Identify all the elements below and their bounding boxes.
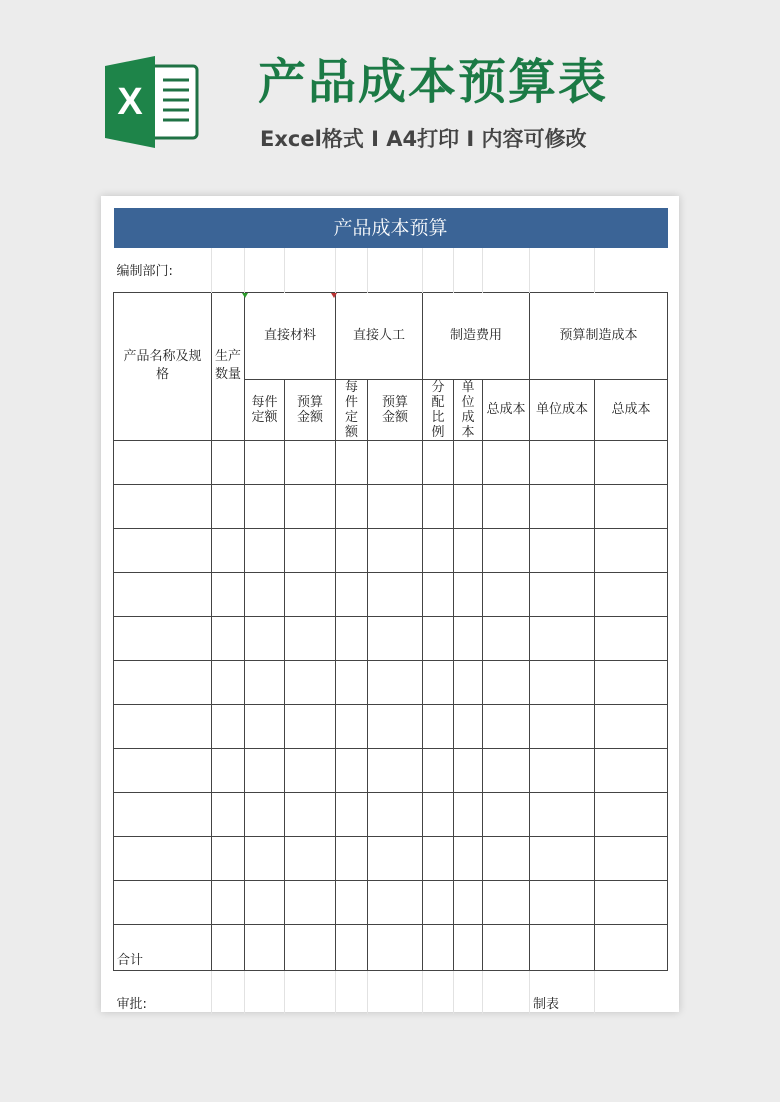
table-cell[interactable] (336, 572, 368, 616)
table-cell[interactable] (454, 660, 483, 704)
table-cell[interactable] (423, 616, 454, 660)
total-cell[interactable] (368, 924, 423, 970)
table-cell[interactable] (368, 572, 423, 616)
header-mat-amount: 预算金额 (285, 379, 336, 440)
table-cell[interactable] (336, 748, 368, 792)
table-row (114, 704, 668, 748)
total-cell[interactable] (483, 924, 530, 970)
table-cell[interactable] (530, 616, 595, 660)
table-cell[interactable] (423, 572, 454, 616)
table-cell[interactable] (368, 616, 423, 660)
table-cell[interactable] (212, 748, 245, 792)
table-row (114, 616, 668, 660)
table-cell[interactable] (423, 748, 454, 792)
table-cell[interactable] (212, 572, 245, 616)
table-cell[interactable] (245, 748, 285, 792)
table-cell[interactable] (114, 880, 212, 924)
header-lab-quota: 每件定额 (336, 379, 368, 440)
empty-cell[interactable] (285, 248, 336, 292)
table-cell[interactable] (245, 660, 285, 704)
total-row (114, 924, 668, 970)
table-cell[interactable] (530, 660, 595, 704)
excel-logo-icon (103, 56, 199, 148)
table-cell[interactable] (245, 572, 285, 616)
total-cell[interactable] (595, 924, 668, 970)
preparer-label: 制表 (530, 970, 595, 1014)
table-cell[interactable] (483, 792, 530, 836)
table-cell[interactable] (368, 792, 423, 836)
table-cell[interactable] (336, 836, 368, 880)
table-cell[interactable] (368, 704, 423, 748)
table-cell[interactable] (483, 528, 530, 572)
table-cell[interactable] (285, 836, 336, 880)
table-cell[interactable] (595, 836, 668, 880)
table-row (114, 660, 668, 704)
table-cell[interactable] (530, 484, 595, 528)
empty-cell[interactable] (245, 248, 285, 292)
table-cell[interactable] (336, 704, 368, 748)
table-cell[interactable] (368, 660, 423, 704)
empty-cell[interactable] (530, 248, 595, 292)
empty-cell[interactable] (212, 248, 245, 292)
table-cell[interactable] (595, 484, 668, 528)
table-cell[interactable] (368, 484, 423, 528)
table-cell[interactable] (454, 880, 483, 924)
table-cell[interactable] (454, 484, 483, 528)
table-cell[interactable] (285, 704, 336, 748)
table-row (114, 484, 668, 528)
table-cell[interactable] (336, 484, 368, 528)
table-cell[interactable] (530, 748, 595, 792)
table-cell[interactable] (483, 572, 530, 616)
empty-cell[interactable] (423, 248, 454, 292)
empty-cell[interactable] (368, 248, 423, 292)
table-cell[interactable] (595, 528, 668, 572)
header-lab-amount: 预算金额 (368, 379, 423, 440)
empty-cell[interactable] (595, 248, 668, 292)
table-cell[interactable] (595, 880, 668, 924)
empty-cell[interactable] (212, 970, 245, 1014)
table-cell[interactable] (368, 836, 423, 880)
total-cell[interactable] (212, 924, 245, 970)
table-cell[interactable] (114, 660, 212, 704)
table-cell[interactable] (530, 440, 595, 484)
header-direct-material: 直接材料 (245, 292, 336, 379)
comment-marker-icon (331, 293, 337, 298)
empty-cell[interactable] (454, 970, 483, 1014)
comment-marker-icon (242, 293, 248, 298)
table-cell[interactable] (114, 836, 212, 880)
table-cell[interactable] (336, 440, 368, 484)
table-cell[interactable] (212, 484, 245, 528)
page-subtitle: Excel格式 I A4打印 I 内容可修改 (260, 127, 587, 151)
table-cell[interactable] (245, 616, 285, 660)
table-cell[interactable] (245, 880, 285, 924)
header-budget-mfg-cost: 预算制造成本 (530, 292, 668, 379)
table-cell[interactable] (212, 528, 245, 572)
table-cell[interactable] (245, 704, 285, 748)
table-cell[interactable] (114, 616, 212, 660)
table-cell[interactable] (483, 836, 530, 880)
excel-logo-letter: X (117, 81, 143, 123)
table-cell[interactable] (368, 528, 423, 572)
empty-cell[interactable] (368, 970, 423, 1014)
sheet-banner: 产品成本预算 (114, 208, 668, 248)
data-rows (114, 440, 668, 924)
page-title: 产品成本预算表 (258, 54, 609, 110)
table-cell[interactable] (212, 792, 245, 836)
table-cell[interactable] (285, 880, 336, 924)
header-quantity: 生产数量 (212, 292, 245, 440)
table-cell[interactable] (114, 484, 212, 528)
table-cell[interactable] (423, 836, 454, 880)
empty-cell[interactable] (483, 970, 530, 1014)
table-cell[interactable] (285, 572, 336, 616)
table-cell[interactable] (336, 880, 368, 924)
table-cell[interactable] (114, 572, 212, 616)
cost-budget-table (113, 208, 667, 1014)
empty-cell[interactable] (595, 970, 668, 1014)
header-manufacturing: 制造费用 (423, 292, 530, 379)
total-label: 合计 (114, 924, 212, 970)
dept-label: 编制部门: (116, 264, 173, 280)
total-cell[interactable] (530, 924, 595, 970)
table-cell[interactable] (212, 616, 245, 660)
empty-cell[interactable] (336, 248, 368, 292)
header-direct-labor: 直接人工 (336, 292, 423, 379)
table-cell[interactable] (114, 440, 212, 484)
table-cell[interactable] (454, 704, 483, 748)
empty-cell[interactable] (336, 970, 368, 1014)
table-cell[interactable] (245, 792, 285, 836)
table-cell[interactable] (423, 484, 454, 528)
table-cell[interactable] (114, 704, 212, 748)
table-cell[interactable] (530, 572, 595, 616)
total-cell[interactable] (454, 924, 483, 970)
table-cell[interactable] (285, 660, 336, 704)
table-cell[interactable] (454, 440, 483, 484)
header-total-cost-mfg: 总成本 (483, 379, 530, 440)
table-cell[interactable] (368, 440, 423, 484)
table-cell[interactable] (454, 836, 483, 880)
table-cell[interactable] (530, 792, 595, 836)
table-cell[interactable] (336, 792, 368, 836)
table-cell[interactable] (595, 748, 668, 792)
table-cell[interactable] (212, 836, 245, 880)
table-cell[interactable] (483, 748, 530, 792)
table-cell[interactable] (483, 484, 530, 528)
table-cell[interactable] (423, 792, 454, 836)
table-cell[interactable] (423, 440, 454, 484)
header-total-cost: 总成本 (595, 379, 668, 440)
table-cell[interactable] (595, 616, 668, 660)
table-cell[interactable] (483, 616, 530, 660)
empty-cell[interactable] (245, 970, 285, 1014)
table-row (114, 792, 668, 836)
empty-cell[interactable] (285, 970, 336, 1014)
dept-row (114, 248, 668, 292)
approve-label: 审批: (116, 997, 147, 1012)
table-cell[interactable] (245, 528, 285, 572)
table-cell[interactable] (212, 660, 245, 704)
table-cell[interactable] (530, 704, 595, 748)
table-cell[interactable] (245, 440, 285, 484)
table-cell[interactable] (336, 660, 368, 704)
table-cell[interactable] (530, 880, 595, 924)
table-row (114, 748, 668, 792)
total-cell[interactable] (336, 924, 368, 970)
table-cell[interactable] (285, 484, 336, 528)
table-cell[interactable] (595, 704, 668, 748)
header-unit-cost: 单位成本 (530, 379, 595, 440)
empty-cell[interactable] (423, 970, 454, 1014)
table-cell[interactable] (245, 836, 285, 880)
total-cell[interactable] (245, 924, 285, 970)
table-row (114, 880, 668, 924)
empty-cell[interactable] (483, 248, 530, 292)
table-cell[interactable] (454, 572, 483, 616)
table-cell[interactable] (423, 528, 454, 572)
total-cell[interactable] (423, 924, 454, 970)
header-unit-cost-mfg: 单位成本 (454, 379, 483, 440)
table-cell[interactable] (483, 704, 530, 748)
table-cell[interactable] (483, 440, 530, 484)
table-cell[interactable] (483, 660, 530, 704)
table-cell[interactable] (245, 484, 285, 528)
table-cell[interactable] (530, 836, 595, 880)
table-cell[interactable] (454, 748, 483, 792)
table-cell[interactable] (454, 792, 483, 836)
table-row (114, 528, 668, 572)
header-product-name: 产品名称及规格 (114, 292, 212, 440)
table-cell[interactable] (595, 660, 668, 704)
table-cell[interactable] (483, 880, 530, 924)
table-cell[interactable] (285, 616, 336, 660)
table-cell[interactable] (212, 440, 245, 484)
table-cell[interactable] (285, 792, 336, 836)
total-cell[interactable] (285, 924, 336, 970)
table-cell[interactable] (423, 704, 454, 748)
table-cell[interactable] (530, 528, 595, 572)
table-row (114, 440, 668, 484)
table-cell[interactable] (368, 748, 423, 792)
table-cell[interactable] (212, 880, 245, 924)
table-cell[interactable] (336, 616, 368, 660)
table-cell[interactable] (454, 616, 483, 660)
table-cell[interactable] (114, 792, 212, 836)
table-cell[interactable] (114, 528, 212, 572)
table-cell[interactable] (336, 528, 368, 572)
table-cell[interactable] (114, 748, 212, 792)
table-row (114, 572, 668, 616)
table-cell[interactable] (285, 748, 336, 792)
header-mat-quota: 每件定额 (245, 379, 285, 440)
table-cell[interactable] (595, 440, 668, 484)
table-cell[interactable] (285, 528, 336, 572)
empty-cell[interactable] (454, 248, 483, 292)
table-cell[interactable] (423, 880, 454, 924)
table-cell[interactable] (423, 660, 454, 704)
table-cell[interactable] (368, 880, 423, 924)
header-alloc-ratio: 分配比例 (423, 379, 454, 440)
table-cell[interactable] (595, 572, 668, 616)
footer-row (114, 970, 668, 1014)
table-cell[interactable] (454, 528, 483, 572)
table-cell[interactable] (595, 792, 668, 836)
table-row (114, 836, 668, 880)
table-cell[interactable] (285, 440, 336, 484)
table-cell[interactable] (212, 704, 245, 748)
